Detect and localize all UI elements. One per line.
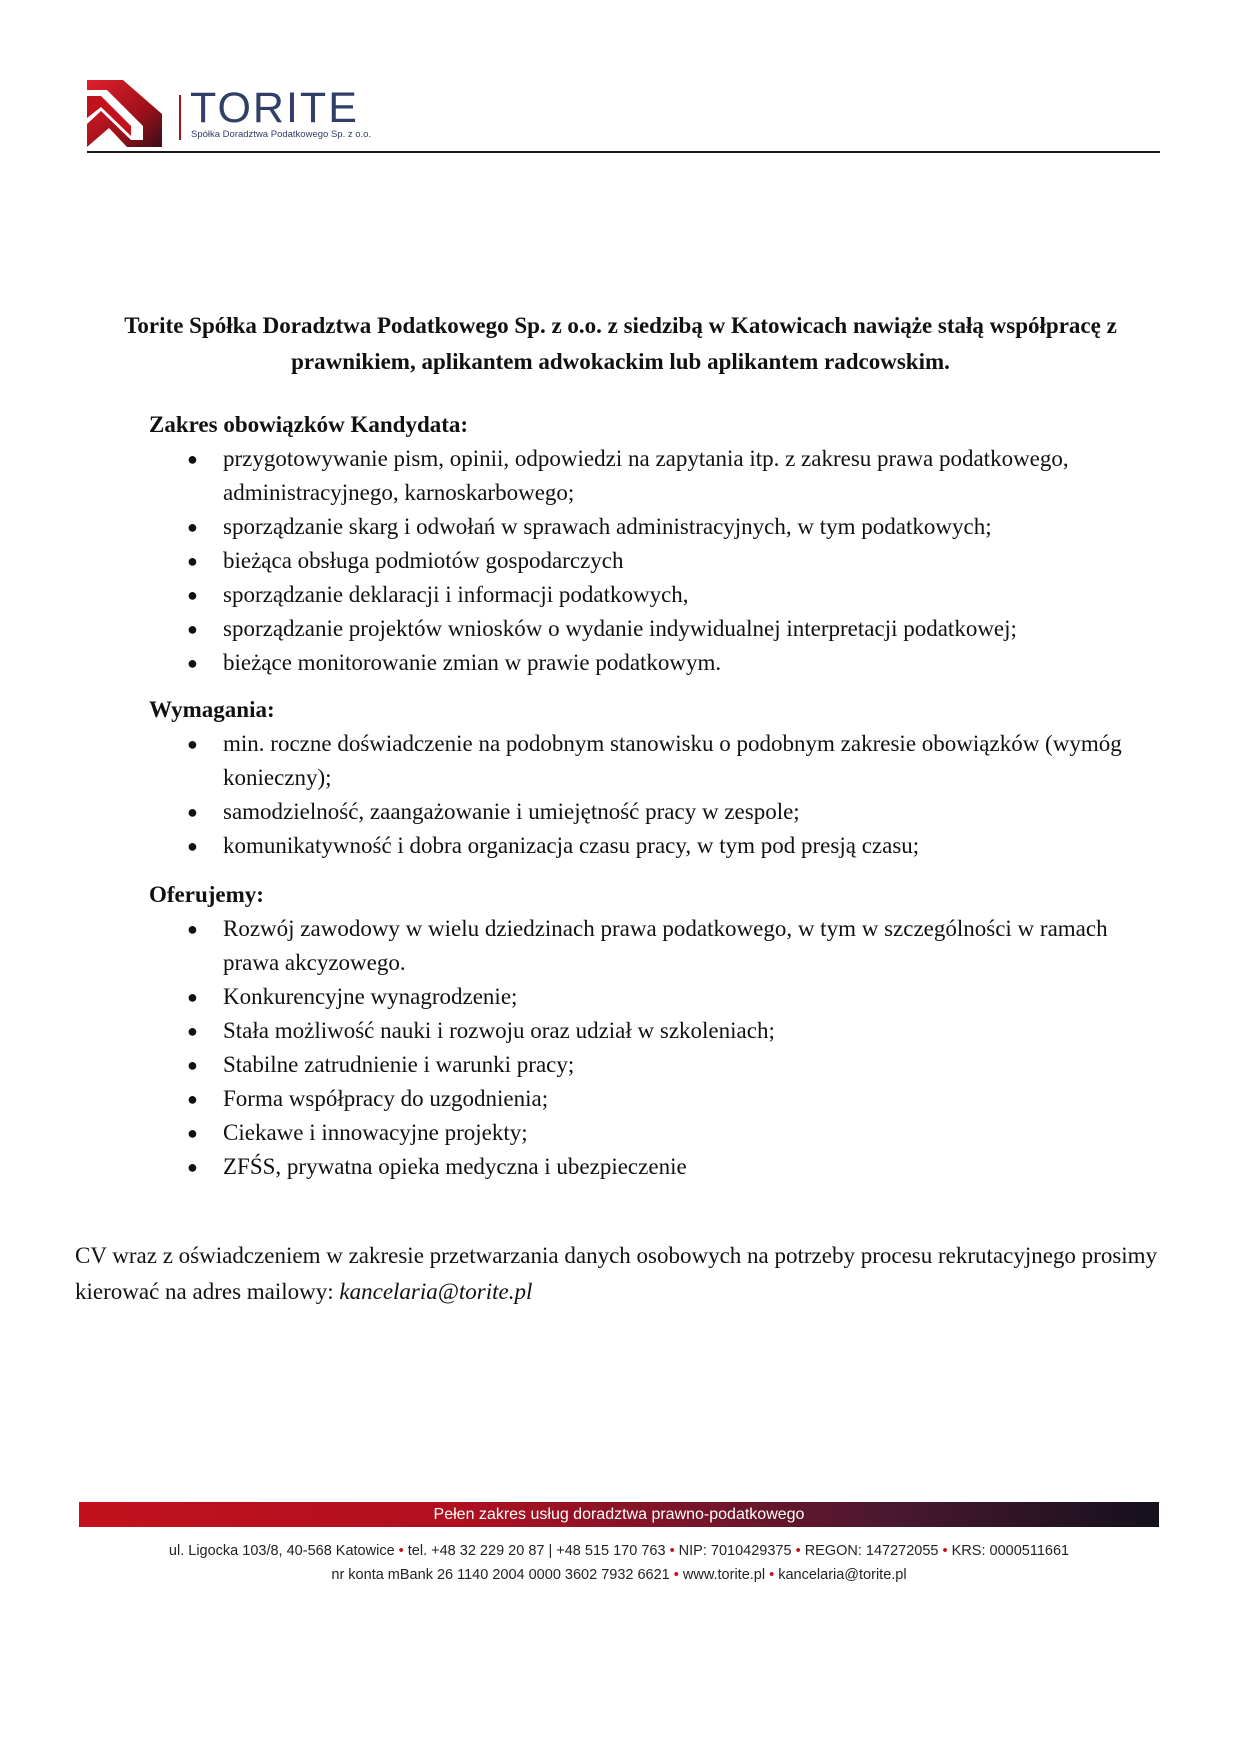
list-item: ● Stała możliwość nauki i rozwoju oraz udział w szkoleniach; [149,1014,1159,1048]
duties-list [149,442,1159,680]
footer-address: ul. Ligocka 103/8, 40-568 Katowice [168,1543,395,1559]
separator-dot: • [942,1543,948,1559]
offer-list [149,912,1159,1184]
offer-section [149,878,1159,1184]
brand-name: TORITE [190,84,359,132]
bullet-icon: ● [187,919,198,939]
requirements-list [149,727,1159,863]
contact-email-link[interactable]: kancelaria@torite.pl [339,1279,533,1304]
application-instructions [75,1238,1160,1310]
duties-section [149,408,1159,680]
footer-account: nr konta mBank 26 1140 2004 0000 3602 7932 6621 [331,1567,670,1583]
list-item: ● Ciekawe i innowacyjne projekty; [149,1116,1159,1150]
footer-bank-line [79,1565,1159,1585]
separator-dot: • [669,1543,675,1559]
bullet-icon: ● [187,653,198,673]
list-item: ● min. roczne doświadczenie na podobnym stanowisku o podobnym zakresie obowiązków (wymóg konieczny); [149,727,1159,795]
footer-regon: REGON: 147272055 [804,1543,939,1559]
footer-banner [79,1502,1159,1527]
list-item: ● sporządzanie projektów wniosków o wydanie indywidualnej interpretacji podatkowej; [149,612,1159,646]
list-item: ● Stabilne zatrudnienie i warunki pracy; [149,1048,1159,1082]
bullet-icon: ● [187,619,198,639]
list-item: ● Konkurencyjne wynagrodzenie; [149,980,1159,1014]
list-item: ● bieżąca obsługa podmiotów gospodarczych [149,544,1159,578]
separator-dot: • [795,1543,801,1559]
footer-nip: NIP: 7010429375 [678,1543,792,1559]
footer-tagline: Pełen zakres usług doradztwa prawno-podatkowego [433,1506,805,1523]
list-item: ● Forma współpracy do uzgodnienia; [149,1082,1159,1116]
list-item: ● samodzielność, zaangażowanie i umiejętność pracy w zespole; [149,795,1159,829]
separator-dot: • [398,1543,404,1559]
list-item: ● sporządzanie deklaracji i informacji podatkowych, [149,578,1159,612]
list-item: ● sporządzanie skarg i odwołań w sprawach administracyjnych, w tym podatkowych; [149,510,1159,544]
bullet-icon: ● [187,585,198,605]
footer-email-link[interactable]: kancelaria@torite.pl [778,1567,907,1583]
requirements-section [149,693,1159,863]
brand-subtitle: Spółka Doradztwa Podatkowego Sp. z o.o. [191,129,372,140]
bullet-icon: ● [187,802,198,822]
torite-logo-icon [87,80,162,147]
bullet-icon: ● [187,517,198,537]
bullet-icon: ● [187,1021,198,1041]
footer-website-link[interactable]: www.torite.pl [682,1567,766,1583]
bullet-icon: ● [187,551,198,571]
bullet-icon: ● [187,449,198,469]
logo-divider [179,95,181,140]
bullet-icon: ● [187,1089,198,1109]
bullet-icon: ● [187,1123,198,1143]
list-item: ● przygotowywanie pism, opinii, odpowiedzi na zapytania itp. z zakresu prawa podatkowego, administracyjnego, karnoskarbowego; [149,442,1159,510]
footer-krs: KRS: 0000511661 [951,1543,1070,1559]
duties-heading: Zakres obowiązków Kandydata: [149,412,469,437]
bullet-icon: ● [187,1157,198,1177]
list-item: ● bieżące monitorowanie zmian w prawie podatkowym. [149,646,1159,680]
footer-phones: tel. +48 32 229 20 87 | +48 515 170 763 [407,1543,666,1559]
offer-heading: Oferujemy: [149,882,264,907]
list-item: ● ZFŚS, prywatna opieka medyczna i ubezpieczenie [149,1150,1159,1184]
footer-contact-line [79,1541,1159,1561]
bullet-icon: ● [187,836,198,856]
closing-text: CV wraz z oświadczeniem w zakresie przetwarzania danych osobowych na potrzeby procesu rekrutacyjnego prosimy kierować na adres mailowy: [75,1243,1158,1304]
bullet-icon: ● [187,734,198,754]
bullet-icon: ● [187,1055,198,1075]
list-item: ● Rozwój zawodowy w wielu dziedzinach prawa podatkowego, w tym w szczególności w ramach prawa akcyzowego. [149,912,1159,980]
job-headline: Torite Spółka Doradztwa Podatkowego Sp. z o.o. z siedzibą w Katowicach nawiąże stałą współpracę z prawnikiem, aplikantem adwokackim lub aplikantem radcowskim. [124,313,1117,374]
bullet-icon: ● [187,987,198,1007]
header-rule [87,151,1160,153]
requirements-heading: Wymagania: [149,697,275,722]
list-item: ● komunikatywność i dobra organizacja czasu pracy, w tym pod presją czasu; [149,829,1159,863]
separator-dot: • [769,1567,775,1583]
separator-dot: • [673,1567,679,1583]
